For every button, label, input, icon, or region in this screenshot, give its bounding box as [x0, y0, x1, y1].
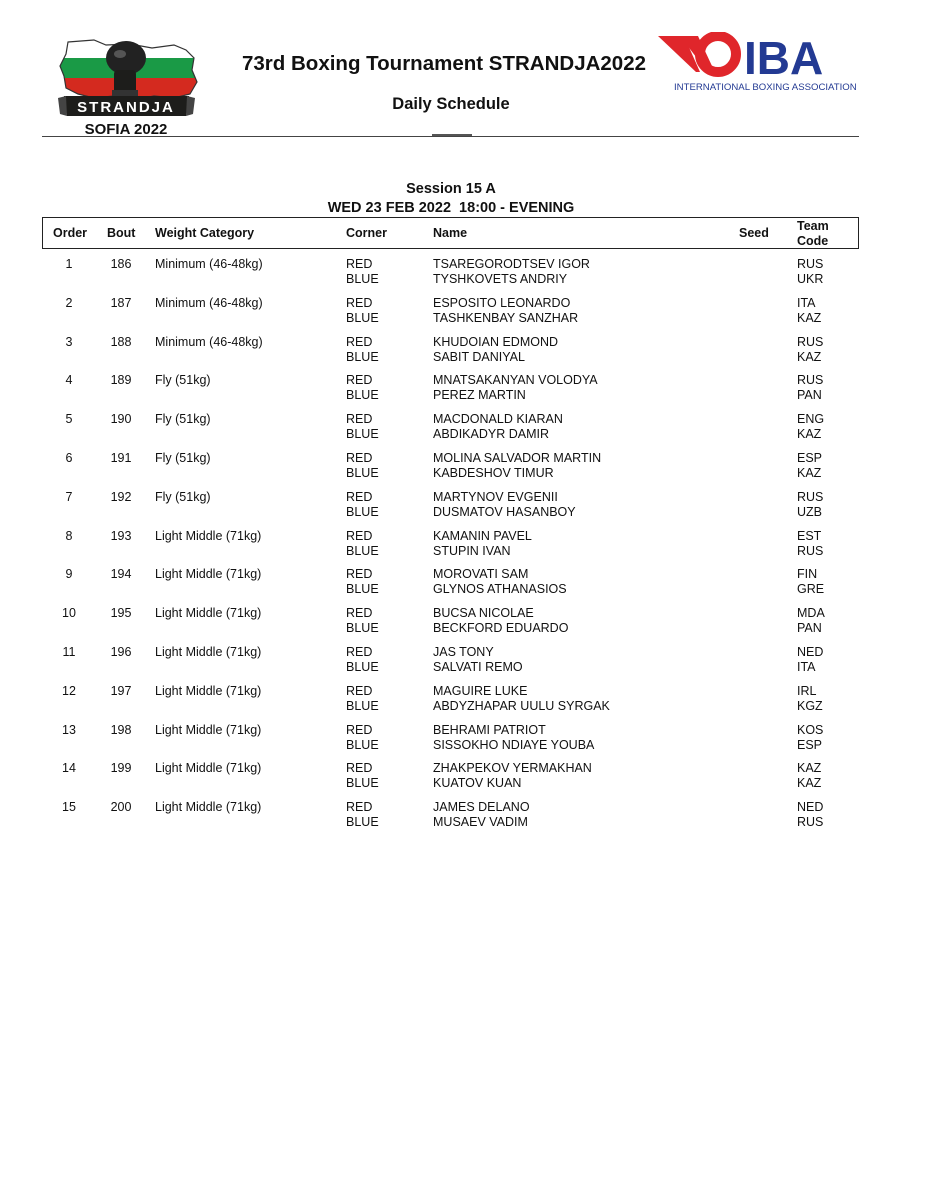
blue-team-code: KAZ [797, 349, 822, 364]
bout-order: 10 [62, 606, 76, 621]
bout-order: 11 [62, 644, 76, 659]
red-corner-label: RED [346, 450, 373, 465]
bout-order: 5 [65, 412, 73, 427]
table-row [0, 606, 927, 645]
red-corner-label: RED [346, 722, 373, 737]
red-corner-label: RED [346, 800, 373, 815]
column-header-seed: Seed [739, 226, 769, 240]
bout-order: 9 [65, 567, 73, 582]
bout-order: 2 [65, 295, 73, 310]
red-boxer-name: MOLINA SALVADOR MARTIN [433, 450, 602, 465]
red-team-code: KOS [797, 722, 824, 737]
blue-corner-label: BLUE [346, 427, 379, 442]
page-subtitle [0, 95, 902, 114]
red-team-code: EST [797, 528, 822, 543]
bout-number: 194 [110, 567, 132, 582]
bout-number: 187 [110, 295, 132, 310]
weight-category: Light Middle (71kg) [155, 683, 262, 698]
red-team-code: ESP [797, 450, 823, 465]
red-corner-label: RED [346, 412, 373, 427]
red-boxer-name: MOROVATI SAM [433, 567, 529, 582]
red-corner-label: RED [346, 644, 373, 659]
bout-order: 7 [65, 489, 73, 504]
iba-emblem-icon [658, 36, 736, 72]
table-row [0, 567, 927, 606]
red-team-code: IRL [797, 683, 817, 698]
weight-category: Light Middle (71kg) [155, 761, 262, 776]
iba-logo-text: IBA [744, 32, 824, 84]
blue-boxer-name: TYSHKOVETS ANDRIY [433, 272, 568, 286]
red-boxer-name: ESPOSITO LEONARDO [433, 295, 571, 310]
table-row [0, 451, 927, 490]
table-row [0, 373, 927, 412]
bout-number: 195 [110, 606, 132, 621]
weight-category: Fly (51kg) [155, 373, 211, 388]
header-divider-mark [432, 134, 472, 136]
blue-team-code: UKR [797, 272, 824, 286]
blue-team-code: UZB [797, 504, 822, 519]
bout-number: 196 [110, 644, 132, 659]
red-boxer-name: KAMANIN PAVEL [433, 528, 532, 543]
red-team-code: KAZ [797, 761, 822, 776]
red-boxer-name: KHUDOIAN EDMOND [433, 334, 559, 349]
blue-corner-label: BLUE [346, 543, 379, 558]
blue-boxer-name: STUPIN IVAN [433, 543, 511, 558]
blue-corner-label: BLUE [346, 349, 379, 364]
bout-order: 12 [62, 683, 76, 698]
blue-boxer-name: BECKFORD EDUARDO [433, 621, 569, 636]
bout-number: 198 [110, 722, 132, 737]
blue-boxer-name: ABDYZHAPAR UULU SYRGAK [433, 698, 610, 713]
column-header-name: Name [433, 226, 468, 240]
blue-corner-label: BLUE [346, 737, 379, 752]
column-header-team-code: Team Code [797, 219, 829, 248]
weight-category: Fly (51kg) [155, 489, 211, 504]
blue-team-code: ESP [797, 737, 823, 752]
red-boxer-name: BUCSA NICOLAE [433, 606, 534, 621]
table-row [0, 529, 927, 568]
red-boxer-name: ZHAKPEKOV YERMAKHAN [433, 761, 592, 776]
bout-order: 6 [65, 450, 73, 465]
red-team-code: MDA [797, 606, 825, 621]
schedule-table-body [0, 257, 927, 839]
blue-team-code: GRE [797, 582, 825, 597]
column-header-order: Order [53, 226, 88, 240]
blue-corner-label: BLUE [346, 388, 379, 403]
table-row [0, 257, 927, 296]
bout-number: 200 [110, 800, 132, 815]
column-header-bout: Bout [107, 226, 136, 240]
blue-boxer-name: ABDIKADYR DAMIR [433, 427, 549, 442]
bout-number: 191 [110, 450, 132, 465]
weight-category: Light Middle (71kg) [155, 644, 262, 659]
blue-corner-label: BLUE [346, 465, 379, 480]
bout-number: 193 [110, 528, 132, 543]
session-title: Session 15 A [406, 181, 496, 197]
bout-order: 4 [65, 373, 73, 388]
table-row [0, 761, 927, 800]
red-boxer-name: JAMES DELANO [433, 800, 530, 815]
table-row [0, 684, 927, 723]
red-corner-label: RED [346, 489, 373, 504]
table-row [0, 296, 927, 335]
red-team-code: ITA [797, 295, 816, 310]
blue-team-code: KAZ [797, 465, 822, 480]
red-team-code: ENG [797, 412, 825, 427]
red-team-code: NED [797, 800, 824, 815]
red-boxer-name: MACDONALD KIARAN [433, 412, 563, 427]
strandja-logo [54, 36, 199, 140]
red-corner-label: RED [346, 257, 373, 271]
weight-category: Light Middle (71kg) [155, 606, 262, 621]
red-team-code: NED [797, 644, 824, 659]
weight-category: Fly (51kg) [155, 450, 211, 465]
blue-corner-label: BLUE [346, 621, 379, 636]
blue-boxer-name: DUSMATOV HASANBOY [433, 504, 576, 519]
bout-number: 197 [110, 683, 132, 698]
blue-boxer-name: SABIT DANIYAL [433, 349, 525, 364]
red-team-code: RUS [797, 334, 824, 349]
blue-team-code: RUS [797, 815, 824, 830]
bout-order: 15 [62, 800, 76, 815]
table-header [42, 217, 859, 249]
red-boxer-name: JAS TONY [433, 644, 494, 659]
iba-logo [656, 32, 862, 94]
iba-logo-caption: INTERNATIONAL BOXING ASSOCIATION [674, 82, 857, 93]
red-boxer-name: MARTYNOV EVGENII [433, 489, 558, 504]
weight-category: Light Middle (71kg) [155, 722, 262, 737]
blue-team-code: KAZ [797, 427, 822, 442]
blue-corner-label: BLUE [346, 776, 379, 791]
red-team-code: FIN [797, 567, 818, 582]
red-corner-label: RED [346, 606, 373, 621]
weight-category: Minimum (46-48kg) [155, 295, 263, 310]
blue-boxer-name: SALVATI REMO [433, 659, 523, 674]
blue-corner-label: BLUE [346, 659, 379, 674]
table-row [0, 490, 927, 529]
red-boxer-name: MAGUIRE LUKE [433, 683, 528, 698]
weight-category: Minimum (46-48kg) [155, 257, 263, 271]
red-corner-label: RED [346, 334, 373, 349]
table-row [0, 335, 927, 374]
red-corner-label: RED [346, 295, 373, 310]
red-boxer-name: TSAREGORODTSEV IGOR [433, 257, 590, 271]
header-divider [42, 136, 859, 137]
column-header-weight-category: Weight Category [155, 226, 255, 240]
blue-team-code: KGZ [797, 698, 823, 713]
column-header-corner: Corner [346, 226, 387, 240]
blue-corner-label: BLUE [346, 310, 379, 325]
blue-corner-label: BLUE [346, 504, 379, 519]
strandja-logo-text: STRANDJA [77, 99, 175, 116]
page-title: 73rd Boxing Tournament STRANDJA2022 [242, 52, 647, 75]
blue-team-code: PAN [797, 388, 822, 403]
blue-boxer-name: KUATOV KUAN [433, 776, 522, 791]
blue-boxer-name: MUSAEV VADIM [433, 815, 528, 830]
blue-corner-label: BLUE [346, 582, 379, 597]
red-corner-label: RED [346, 761, 373, 776]
bout-number: 189 [110, 373, 132, 388]
bout-number: 199 [110, 761, 132, 776]
red-team-code: RUS [797, 489, 824, 504]
red-corner-label: RED [346, 373, 373, 388]
blue-boxer-name: KABDESHOV TIMUR [433, 465, 554, 480]
bout-number: 188 [110, 334, 132, 349]
red-team-code: RUS [797, 257, 824, 271]
weight-category: Light Middle (71kg) [155, 800, 262, 815]
table-row [0, 645, 927, 684]
bout-order: 8 [65, 528, 73, 543]
weight-category: Light Middle (71kg) [155, 528, 262, 543]
bout-number: 190 [110, 412, 132, 427]
weight-category: Minimum (46-48kg) [155, 334, 263, 349]
table-row [0, 412, 927, 451]
weight-category: Fly (51kg) [155, 412, 211, 427]
table-row [0, 723, 927, 762]
red-team-code: RUS [797, 373, 824, 388]
bout-number: 186 [110, 257, 132, 271]
red-boxer-name: BEHRAMI PATRIOT [433, 722, 546, 737]
blue-boxer-name: GLYNOS ATHANASIOS [433, 582, 567, 597]
bout-order: 3 [65, 334, 73, 349]
blue-corner-label: BLUE [346, 698, 379, 713]
subtitle-text: Daily Schedule [392, 95, 510, 113]
bout-order: 13 [62, 722, 76, 737]
red-boxer-name: MNATSAKANYAN VOLODYA [433, 373, 598, 388]
blue-team-code: ITA [797, 659, 816, 674]
blue-corner-label: BLUE [346, 272, 379, 286]
blue-boxer-name: PEREZ MARTIN [433, 388, 526, 403]
strandja-logo-city: SOFIA 2022 [84, 121, 168, 138]
bout-order: 14 [62, 761, 76, 776]
blue-corner-label: BLUE [346, 815, 379, 830]
red-corner-label: RED [346, 567, 373, 582]
bout-number: 192 [110, 489, 132, 504]
blue-team-code: KAZ [797, 310, 822, 325]
blue-team-code: KAZ [797, 776, 822, 791]
table-row [0, 800, 927, 839]
red-corner-label: RED [346, 683, 373, 698]
weight-category: Light Middle (71kg) [155, 567, 262, 582]
blue-team-code: PAN [797, 621, 822, 636]
blue-boxer-name: TASHKENBAY SANZHAR [433, 310, 579, 325]
bout-order: 1 [65, 257, 73, 271]
red-corner-label: RED [346, 528, 373, 543]
blue-boxer-name: SISSOKHO NDIAYE YOUBA [433, 737, 595, 752]
blue-team-code: RUS [797, 543, 824, 558]
session-date: WED 23 FEB 2022 18:00 - EVENING [327, 200, 575, 216]
